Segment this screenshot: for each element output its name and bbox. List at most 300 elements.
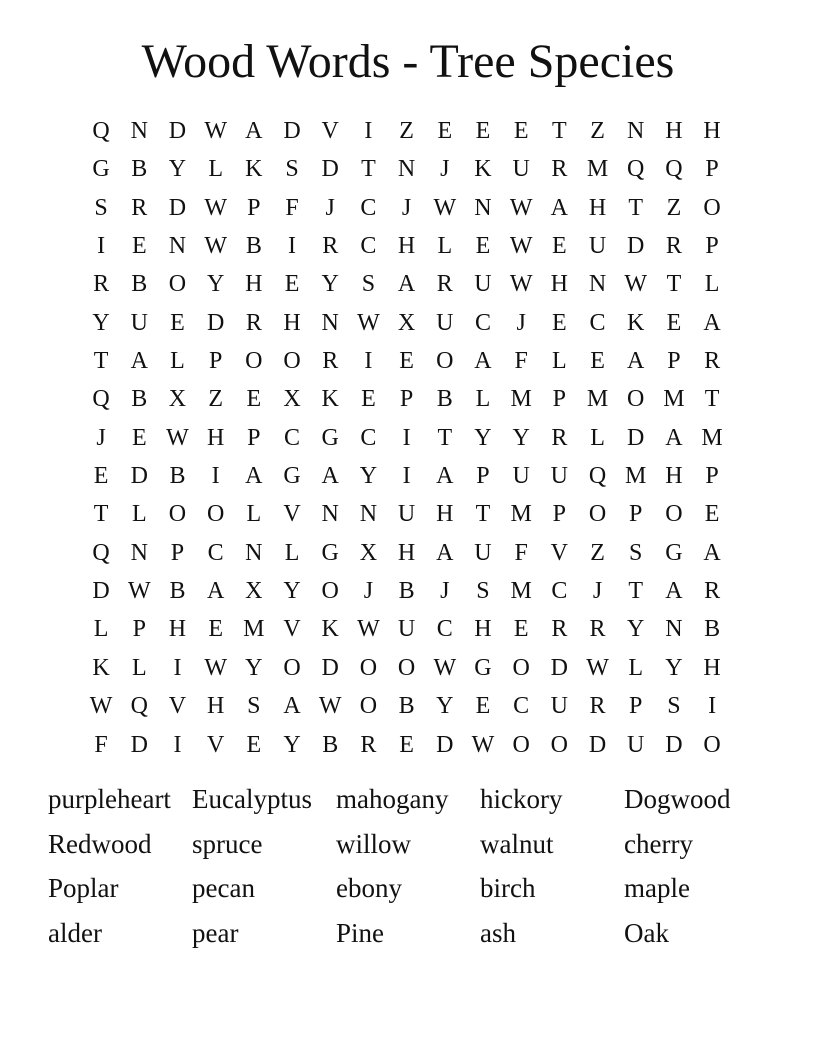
word-list-item: Eucalyptus — [192, 784, 312, 814]
grid-letter: U — [436, 309, 454, 336]
grid-letter: K — [474, 156, 492, 183]
word-list-item: purpleheart — [48, 784, 171, 814]
grid-letter: B — [169, 463, 186, 490]
grid-letter: O — [512, 654, 530, 681]
grid-letter: P — [247, 424, 261, 451]
grid-letter: W — [586, 654, 609, 681]
grid-letter: W — [204, 118, 227, 144]
grid-letter: A — [703, 539, 721, 566]
grid-letter: G — [321, 424, 339, 451]
grid-letter: D — [283, 118, 301, 144]
word-list-item: Pine — [336, 918, 385, 949]
grid-letter: P — [629, 693, 643, 720]
grid-letter: I — [402, 424, 411, 451]
grid-letter: O — [321, 578, 339, 605]
grid-letter: A — [703, 309, 721, 336]
grid-letter: R — [704, 578, 721, 605]
grid-letter: O — [359, 693, 378, 720]
grid-letter: M — [510, 386, 532, 413]
grid-letter: O — [168, 271, 187, 298]
grid-letter: E — [513, 616, 529, 643]
grid-letter: A — [627, 348, 645, 375]
grid-letter: L — [552, 348, 567, 375]
grid-letter: Q — [130, 693, 148, 720]
grid-letter: W — [509, 233, 533, 260]
grid-letter: H — [397, 233, 416, 260]
grid-letter: T — [93, 501, 109, 528]
grid-letter: I — [288, 233, 297, 260]
grid-letter: B — [131, 156, 148, 183]
grid-letter: O — [588, 501, 607, 528]
grid-letter: Y — [436, 693, 454, 720]
grid-letter: N — [321, 309, 339, 336]
grid-letter: D — [130, 731, 148, 758]
page-title: Wood Words - Tree Species — [141, 35, 675, 88]
grid-letter: J — [516, 309, 526, 336]
grid-letter: N — [130, 539, 148, 566]
grid-letter: Z — [666, 194, 682, 221]
grid-letter: V — [206, 731, 225, 758]
grid-letter: D — [588, 731, 607, 758]
grid-letter: C — [284, 424, 301, 451]
grid-letter: D — [321, 156, 339, 183]
grid-letter: Q — [92, 539, 110, 566]
grid-letter: P — [552, 386, 567, 413]
grid-letter: H — [550, 271, 569, 298]
grid-letter: B — [398, 578, 415, 605]
grid-letter: S — [285, 156, 299, 183]
grid-letter: O — [168, 501, 187, 528]
grid-letter: O — [665, 501, 683, 528]
grid-letter: D — [665, 731, 683, 758]
word-list-item: Poplar — [48, 873, 119, 904]
grid-letter: N — [474, 194, 492, 221]
grid-letter: J — [363, 578, 374, 605]
grid-letter: W — [127, 578, 151, 605]
grid-letter: E — [399, 348, 414, 375]
grid-letter: P — [705, 156, 719, 183]
grid-letter: O — [550, 731, 569, 758]
grid-letter: N — [588, 271, 607, 298]
grid-letter: Y — [168, 156, 187, 183]
word-list-item: Redwood — [48, 828, 152, 859]
grid-letter: O — [397, 654, 416, 681]
grid-letter: C — [513, 693, 530, 720]
grid-letter: V — [283, 616, 301, 643]
grid-letter: C — [589, 309, 606, 336]
grid-letter: V — [321, 118, 339, 144]
grid-letter: H — [588, 194, 607, 221]
grid-letter: U — [130, 309, 148, 336]
grid-letter: K — [321, 616, 339, 643]
grid-letter: F — [94, 731, 108, 758]
grid-letter: Q — [627, 156, 645, 183]
grid-letter: T — [628, 578, 644, 605]
grid-letter: E — [552, 233, 567, 260]
grid-letter: M — [243, 616, 265, 643]
grid-letter: H — [283, 309, 301, 336]
grid-letter: S — [94, 194, 108, 221]
grid-letter: E — [513, 118, 529, 144]
grid-letter: W — [89, 693, 113, 720]
grid-letter: Y — [512, 424, 530, 451]
grid-letter: U — [397, 616, 416, 643]
grid-letter: W — [204, 654, 227, 681]
grid-letter: E — [437, 118, 453, 144]
grid-letter: P — [476, 463, 490, 490]
word-list-item: Dogwood — [624, 784, 731, 814]
grid-letter: R — [245, 309, 262, 336]
grid-letter: W — [204, 233, 227, 260]
grid-letter: J — [401, 194, 412, 221]
grid-letter: L — [170, 348, 185, 375]
grid-letter: H — [206, 693, 225, 720]
grid-letter: O — [627, 386, 645, 413]
grid-letter: N — [627, 118, 645, 144]
grid-letter: J — [440, 578, 450, 605]
grid-letter: J — [96, 424, 106, 451]
grid-letter: E — [284, 271, 300, 298]
grid-letter: O — [283, 654, 301, 681]
word-list-item: maple — [624, 873, 690, 904]
grid-letter: H — [665, 118, 683, 144]
grid-letter: O — [436, 348, 454, 375]
grid-letter: O — [206, 501, 225, 528]
grid-letter: P — [132, 616, 146, 643]
grid-letter: N — [397, 156, 416, 183]
grid-letter: P — [170, 539, 185, 566]
grid-letter: M — [625, 463, 647, 490]
grid-letter: R — [589, 693, 606, 720]
grid-letter: G — [665, 539, 683, 566]
grid-letter: I — [173, 654, 182, 681]
grid-letter: T — [475, 501, 491, 528]
grid-letter: I — [211, 463, 220, 490]
grid-letter: T — [437, 424, 453, 451]
grid-letter: H — [168, 616, 187, 643]
grid-letter: O — [359, 654, 378, 681]
grid-letter: X — [359, 539, 378, 566]
grid-letter: B — [169, 578, 186, 605]
grid-letter: S — [247, 693, 261, 720]
grid-letter: Y — [206, 271, 225, 298]
grid-letter: Z — [399, 118, 414, 144]
grid-letter: B — [245, 233, 262, 260]
grid-letter: F — [514, 348, 528, 375]
grid-letter: R — [551, 616, 568, 643]
grid-letter: P — [208, 348, 223, 375]
grid-letter: R — [93, 271, 110, 298]
grid-letter: C — [360, 233, 377, 260]
grid-letter: S — [361, 271, 376, 298]
grid-letter: R — [589, 616, 606, 643]
grid-letter: D — [321, 654, 339, 681]
grid-letter: I — [402, 463, 411, 490]
grid-letter: K — [321, 386, 339, 413]
grid-letter: Y — [245, 654, 263, 681]
grid-letter: N — [130, 118, 148, 144]
grid-letter: W — [624, 271, 648, 298]
grid-letter: E — [704, 501, 720, 528]
grid-letter: F — [285, 194, 299, 221]
grid-letter: O — [703, 731, 721, 758]
grid-letter: Q — [92, 118, 110, 144]
word-list-item: alder — [48, 918, 102, 949]
grid-letter: D — [130, 463, 148, 490]
grid-letter: K — [92, 654, 110, 681]
grid-letter: A — [245, 118, 263, 144]
grid-letter: A — [130, 348, 148, 375]
grid-letter: M — [510, 578, 532, 605]
grid-letter: O — [703, 194, 721, 221]
grid-letter: W — [433, 194, 457, 221]
grid-letter: A — [321, 463, 339, 490]
grid-letter: A — [436, 539, 454, 566]
grid-letter: H — [206, 424, 225, 451]
grid-letter: P — [705, 463, 719, 490]
word-list-item: hickory — [480, 784, 563, 814]
word-search-grid — [82, 112, 731, 764]
grid-letter: A — [550, 194, 569, 221]
grid-letter: U — [588, 233, 607, 260]
grid-letter: E — [552, 309, 567, 336]
grid-letter: L — [93, 616, 109, 643]
grid-letter: A — [474, 348, 492, 375]
grid-letter: W — [166, 424, 189, 451]
grid-letter: U — [474, 539, 492, 566]
grid-letter: W — [204, 194, 227, 221]
grid-letter: L — [628, 654, 644, 681]
grid-letter: H — [245, 271, 263, 298]
grid-letter: P — [705, 233, 719, 260]
grid-letter: G — [321, 539, 339, 566]
grid-letter: U — [397, 501, 416, 528]
grid-letter: T — [666, 271, 682, 298]
grid-letter: O — [512, 731, 530, 758]
grid-letter: Y — [321, 271, 339, 298]
grid-letter: L — [437, 233, 453, 260]
grid-letter: B — [704, 616, 721, 643]
grid-letter: D — [627, 424, 645, 451]
grid-letter: E — [399, 731, 414, 758]
grid-letter: B — [398, 693, 415, 720]
grid-letter: B — [436, 386, 453, 413]
grid-letter: V — [550, 539, 569, 566]
grid-letter: T — [704, 386, 720, 413]
grid-letter: M — [586, 386, 609, 413]
word-list-item: spruce — [192, 828, 263, 859]
grid-letter: Q — [92, 386, 110, 413]
grid-letter: P — [399, 386, 414, 413]
grid-letter: T — [93, 348, 109, 375]
grid-letter: E — [208, 616, 223, 643]
grid-letter: L — [704, 271, 720, 298]
grid-letter: A — [665, 424, 683, 451]
word-list-item: ash — [480, 918, 516, 949]
grid-letter: U — [474, 271, 492, 298]
grid-letter: L — [131, 654, 147, 681]
grid-letter: C — [474, 309, 491, 336]
grid-letter: E — [475, 693, 491, 720]
grid-letter: Y — [283, 578, 301, 605]
word-list-item: walnut — [480, 828, 554, 859]
grid-letter: T — [361, 156, 376, 183]
grid-letter: Y — [359, 463, 378, 490]
grid-letter: L — [475, 386, 491, 413]
grid-letter: S — [629, 539, 643, 566]
grid-letter: D — [168, 118, 187, 144]
grid-letter: I — [364, 118, 373, 144]
grid-letter: L — [131, 501, 147, 528]
grid-letter: E — [246, 386, 262, 413]
grid-letter: Y — [92, 309, 110, 336]
grid-letter: E — [666, 309, 682, 336]
grid-letter: C — [207, 539, 224, 566]
grid-letter: T — [552, 118, 567, 144]
grid-letter: E — [131, 424, 147, 451]
grid-letter: E — [590, 348, 605, 375]
word-list-item: cherry — [624, 828, 693, 859]
grid-letter: E — [475, 118, 491, 144]
grid-letter: N — [665, 616, 683, 643]
grid-letter: D — [627, 233, 645, 260]
grid-letter: D — [92, 578, 110, 605]
grid-letter: M — [701, 424, 723, 451]
grid-letter: R — [551, 424, 568, 451]
grid-letter: P — [629, 501, 643, 528]
grid-letter: P — [667, 348, 681, 375]
grid-letter: R — [322, 233, 339, 260]
grid-letter: S — [476, 578, 490, 605]
grid-letter: J — [325, 194, 335, 221]
grid-letter: J — [440, 156, 450, 183]
grid-letter: Y — [665, 654, 683, 681]
grid-letter: X — [245, 578, 263, 605]
grid-letter: I — [173, 731, 182, 758]
grid-letter: U — [627, 731, 645, 758]
grid-letter: M — [663, 386, 685, 413]
grid-letter: W — [509, 271, 533, 298]
grid-letter: H — [474, 616, 492, 643]
grid-letter: R — [436, 271, 453, 298]
word-list-item: mahogany — [336, 784, 449, 814]
grid-letter: X — [283, 386, 301, 413]
grid-letter: N — [321, 501, 339, 528]
grid-letter: G — [474, 654, 492, 681]
grid-letter: Y — [283, 731, 301, 758]
grid-letter: H — [703, 118, 721, 144]
grid-letter: Z — [208, 386, 223, 413]
grid-letter: U — [550, 693, 569, 720]
grid-letter: M — [510, 501, 532, 528]
grid-letter: B — [131, 386, 148, 413]
grid-letter: H — [703, 654, 721, 681]
grid-letter: D — [550, 654, 569, 681]
grid-letter: L — [284, 539, 300, 566]
word-list-item: Oak — [624, 918, 669, 949]
grid-letter: A — [206, 578, 225, 605]
word-list-item: pecan — [192, 873, 255, 904]
grid-letter: Z — [590, 118, 605, 144]
grid-letter: G — [92, 156, 110, 183]
grid-letter: X — [397, 309, 416, 336]
grid-letter: V — [283, 501, 301, 528]
grid-letter: L — [208, 156, 223, 183]
grid-letter: C — [360, 194, 377, 221]
grid-letter: M — [586, 156, 609, 183]
grid-letter: I — [708, 693, 717, 720]
grid-letter: U — [512, 156, 530, 183]
grid-letter: X — [168, 386, 187, 413]
grid-letter: E — [170, 309, 185, 336]
grid-letter: U — [512, 463, 530, 490]
grid-letter: P — [247, 194, 261, 221]
grid-letter: L — [246, 501, 262, 528]
grid-letter: R — [131, 194, 148, 221]
grid-letter: W — [357, 309, 380, 336]
grid-letter: K — [245, 156, 263, 183]
grid-letter: H — [436, 501, 454, 528]
grid-letter: P — [552, 501, 567, 528]
grid-letter: S — [667, 693, 681, 720]
grid-letter: R — [551, 156, 568, 183]
grid-letter: B — [322, 731, 339, 758]
grid-letter: C — [360, 424, 377, 451]
grid-letter: A — [283, 693, 301, 720]
grid-letter: B — [131, 271, 148, 298]
grid-letter: J — [592, 578, 603, 605]
grid-letter: A — [245, 463, 263, 490]
grid-letter: R — [360, 731, 377, 758]
grid-letter: W — [509, 194, 533, 221]
word-list-item: pear — [192, 918, 239, 949]
grid-letter: L — [590, 424, 605, 451]
grid-letter: N — [359, 501, 378, 528]
grid-letter: G — [283, 463, 301, 490]
grid-letter: E — [475, 233, 491, 260]
grid-letter: C — [436, 616, 453, 643]
grid-letter: Y — [474, 424, 492, 451]
grid-letter: Z — [590, 539, 605, 566]
grid-letter: I — [364, 348, 373, 375]
grid-letter: E — [93, 463, 109, 490]
grid-letter: A — [397, 271, 416, 298]
grid-letter: H — [397, 539, 416, 566]
grid-letter: F — [514, 539, 528, 566]
grid-letter: A — [436, 463, 454, 490]
grid-letter: H — [665, 463, 683, 490]
grid-letter: E — [246, 731, 262, 758]
grid-letter: W — [357, 616, 380, 643]
grid-letter: T — [628, 194, 644, 221]
grid-letter: W — [433, 654, 457, 681]
grid-letter: O — [245, 348, 263, 375]
grid-letter: R — [665, 233, 682, 260]
grid-letter: W — [318, 693, 342, 720]
grid-letter: E — [131, 233, 147, 260]
word-list-item: birch — [480, 873, 536, 904]
grid-letter: Q — [588, 463, 607, 490]
word-list-item: ebony — [336, 873, 402, 904]
grid-letter: V — [168, 693, 187, 720]
grid-letter: N — [168, 233, 187, 260]
grid-letter: R — [704, 348, 721, 375]
grid-letter: U — [550, 463, 569, 490]
grid-letter: W — [471, 731, 495, 758]
grid-letter: O — [283, 348, 301, 375]
grid-letter: R — [322, 348, 339, 375]
grid-letter: Q — [665, 156, 683, 183]
